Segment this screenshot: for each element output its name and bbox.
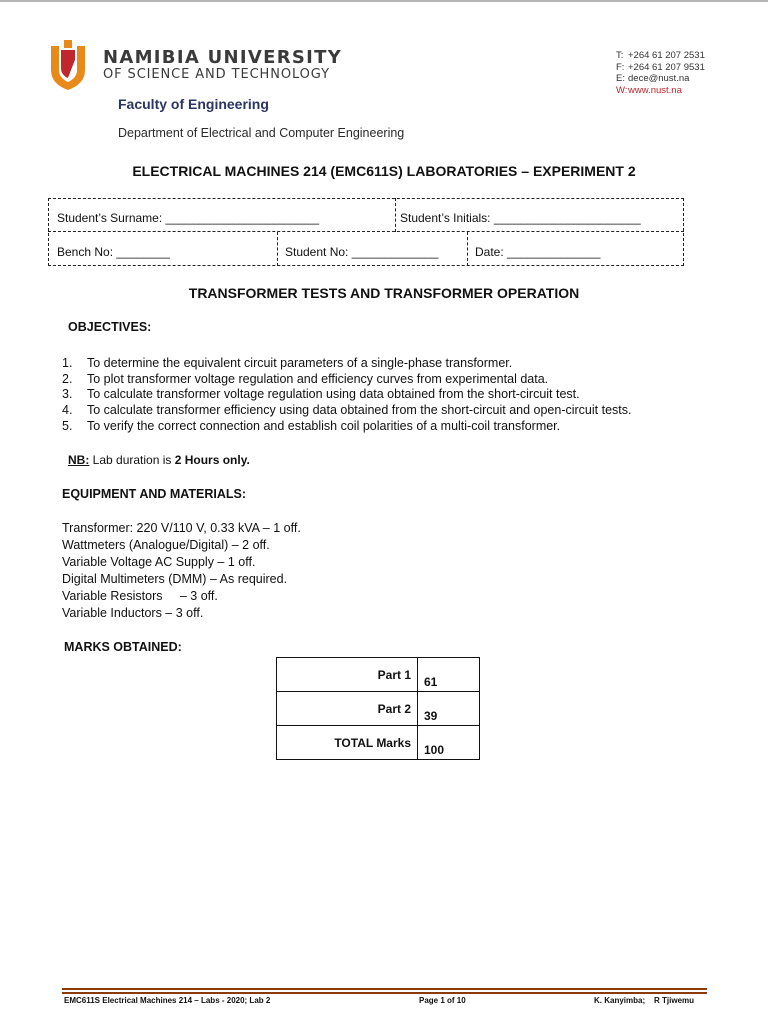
nust-logo-icon [48,40,88,92]
box-border-middle [48,231,684,232]
student-no-field[interactable]: Student No: _____________ [285,245,439,259]
item-number: 3. [62,387,73,402]
contact-web [616,85,705,97]
marks-label: Part 2 [277,692,418,726]
marks-label: TOTAL Marks [277,726,418,760]
item-number: 1. [62,356,73,370]
item-number: 4. [62,403,73,418]
table-row [277,726,480,760]
university-subtitle: OF SCIENCE AND TECHNOLOGY [103,67,330,82]
footer-rule [62,992,707,994]
box-divider-2 [277,232,278,266]
marks-value: 39 [418,692,480,726]
tel-label: T: [616,50,624,61]
list-item: Variable Voltage AC Supply – 1 off. [62,555,256,570]
list-item [62,356,752,372]
footer-course: EMC611S Electrical Machines 214 – Labs - 2020; Lab 2 [64,996,271,1005]
list-item: Wattmeters (Analogue/Digital) – 2 off. [62,538,270,553]
list-item [62,372,752,388]
box-divider-3 [467,232,468,266]
duration-note [68,453,250,467]
objectives-list [62,356,752,435]
footer-page-number: Page 1 of 10 [419,996,466,1005]
document-title: ELECTRICAL MACHINES 214 (EMC611S) LABORATORIES – EXPERIMENT 2 [132,163,636,179]
objectives-heading: OBJECTIVES: [68,320,152,334]
list-item [62,387,752,403]
web-link[interactable]: www.nust.na [628,84,682,96]
bench-field[interactable]: Bench No: ________ [57,245,170,259]
box-border-right [683,198,684,266]
item-text: To calculate transformer efficiency using data obtained from the short-circuit and open-circuit tests. [87,403,632,418]
contact-email [616,73,705,85]
list-item [62,403,752,419]
fax-value: +264 61 207 9531 [628,61,705,73]
email-label: E: [616,73,625,84]
marks-label: Part 1 [277,658,418,692]
note-text: Lab duration is [89,453,175,467]
note-label: NB: [68,453,90,467]
email-value: dece@nust.na [628,73,690,84]
item-text: To plot transformer voltage regulation and efficiency curves from experimental data. [87,371,549,386]
list-item: Transformer: 220 V/110 V, 0.33 kVA – 1 off. [62,521,301,535]
contact-fax [616,62,705,74]
note-emphasis: 2 Hours only. [174,453,250,467]
list-item: Variable Inductors – 3 off. [62,606,204,621]
marks-value: 61 [418,658,480,692]
fax-label: F: [616,61,625,73]
letterhead [0,0,768,150]
equipment-list [62,520,301,623]
table-row [277,692,480,726]
marks-heading: MARKS OBTAINED: [64,640,182,654]
item-number: 5. [62,418,73,433]
item-text: To determine the equivalent circuit parameters of a single-phase transformer. [87,356,513,370]
equipment-heading: EQUIPMENT AND MATERIALS: [62,487,247,501]
item-text: To verify the correct connection and establish coil polarities of a multi-coil transformer. [87,418,561,433]
university-name: NAMIBIA UNIVERSITY [103,47,343,68]
surname-field[interactable]: Student’s Surname: _______________________ [57,211,320,225]
list-item: Variable Resistors – 3 off. [62,589,218,604]
list-item: Digital Multimeters (DMM) – As required. [62,572,288,587]
item-text: To calculate transformer voltage regulation using data obtained from the short-circuit test. [87,387,580,402]
document-subtitle: TRANSFORMER TESTS AND TRANSFORMER OPERATION [188,285,580,301]
marks-table [276,657,480,760]
student-info-box [48,198,684,266]
marks-value: 100 [418,726,480,760]
footer-rule [62,988,707,990]
contact-block [616,50,705,96]
list-item [62,419,752,435]
item-number: 2. [62,371,73,386]
web-label: W: [616,84,628,96]
footer-authors: K. Kanyimba; R Tjiwemu [594,996,695,1005]
tel-value: +264 61 207 2531 [628,50,705,61]
box-border-bottom [48,265,684,266]
faculty-name: Faculty of Engineering [118,96,269,112]
box-divider-1 [395,198,396,232]
contact-tel [616,50,705,62]
date-field[interactable]: Date: ______________ [475,245,601,259]
initials-field[interactable]: Student’s Initials: ______________________ [400,211,641,225]
box-border-top [48,198,684,199]
department-name: Department of Electrical and Computer Engineering [118,126,405,140]
table-row [277,658,480,692]
box-border-left [48,198,49,266]
